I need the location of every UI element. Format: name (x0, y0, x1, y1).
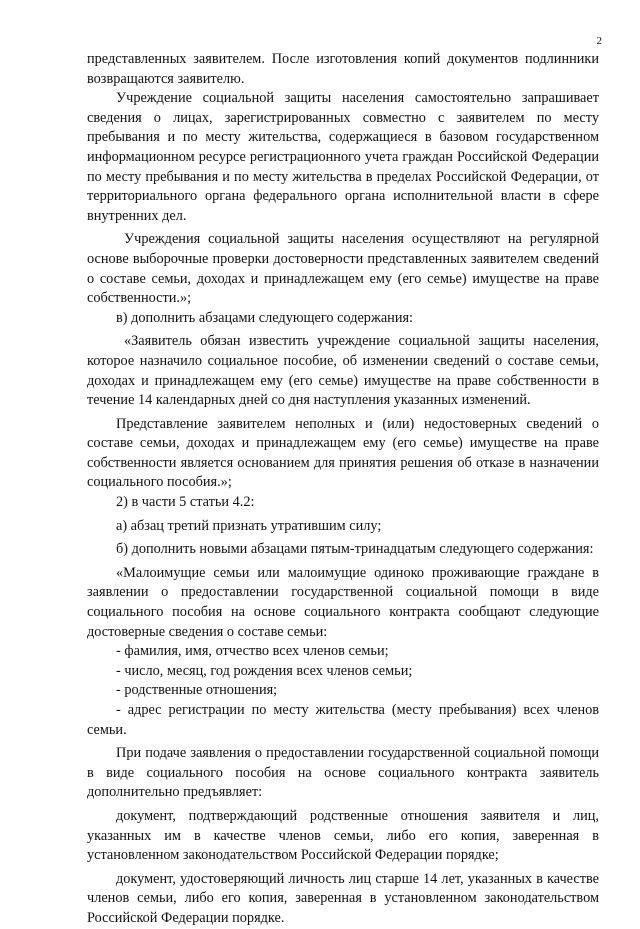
list-item-birth-date: - число, месяц, год рождения всех членов семьи; (116, 662, 413, 679)
paragraph-refusal-ground: Представление заявителем неполных и (или) недостоверных сведений о составе семьи, доходах и принадлежащем ему (его семье) имуществе на праве собственности является основанием для принятия решения об отказе в назначении социального пособия.»; (87, 415, 599, 491)
paragraph-kinship-document: документ, подтверждающий родственные отношения заявителя и лиц, указанных им в качестве членов семьи, либо его копия, заверенная в установленном законодательством Российской Федерации порядке; (87, 807, 599, 864)
paragraph-item-a: а) абзац третий признать утратившим силу; (116, 517, 382, 534)
list-item-address: - адрес регистрации по месту жительства (месту пребывания) всех членов семьи. (87, 702, 599, 738)
list-item-relations: - родственные отношения; (116, 682, 278, 699)
paragraph-item-v: в) дополнить абзацами следующего содержания: (116, 309, 414, 326)
paragraph-continuation: представленных заявителем. После изготовления копий документов подлинники возвращаются заявителю. (87, 51, 599, 87)
page-number: 2 (596, 35, 602, 47)
paragraph-low-income: «Малоимущие семьи или малоимущие одиноко проживающие граждане в заявлении о предоставлении государственной социальной помощи в виде социального пособия на основе социального контракта сообщают следующие достоверные сведения о составе семьи: (87, 564, 599, 640)
paragraph-item-b: б) дополнить новыми абзацами пятым-тринадцатым следующего содержания: (116, 541, 594, 558)
paragraph-checks: Учреждения социальной защиты населения осуществляют на регулярной основе выборочные проверки достоверности представленных заявителем сведений о составе семьи, доходах и принадлежащем ему (его семье) имуществе на праве собственности.»; (87, 231, 599, 307)
paragraph-info-request: Учреждение социальной защиты населения самостоятельно запрашивает сведения о лицах, зарегистрированных совместно с заявителем по месту пребывания и по месту жительства, содержащиеся в базовом государственном информационном ресурсе регистрационного учета граждан Российской Федерации по месту пребывания и по месту жительства в пределах Российской Федерации, от территориального органа федерального органа исполнительной власти в сфере внутренних дел. (87, 90, 599, 224)
document-body (87, 50, 599, 929)
paragraph-item-2: 2) в части 5 статьи 4.2: (116, 494, 255, 511)
paragraph-obligation: «Заявитель обязан известить учреждение социальной защиты населения, которое назначило социальное пособие, об изменении сведений о составе семьи, доходах и принадлежащем ему (его семье) имуществе на праве собственности в течение 14 календарных дней со дня наступления указанных изменений. (87, 333, 599, 409)
paragraph-identity-document: документ, удостоверяющий личность лиц старше 14 лет, указанных в качестве членов семьи, либо его копия, заверенная в установленном законодательством Российской Федерации порядке. (87, 870, 599, 926)
list-item-full-name: - фамилия, имя, отчество всех членов семьи; (116, 643, 389, 660)
paragraph-additional-docs: При подаче заявления о предоставлении государственной социальной помощи в виде социального пособия на основе социального контракта заявитель дополнительно предъявляет: (87, 745, 599, 801)
